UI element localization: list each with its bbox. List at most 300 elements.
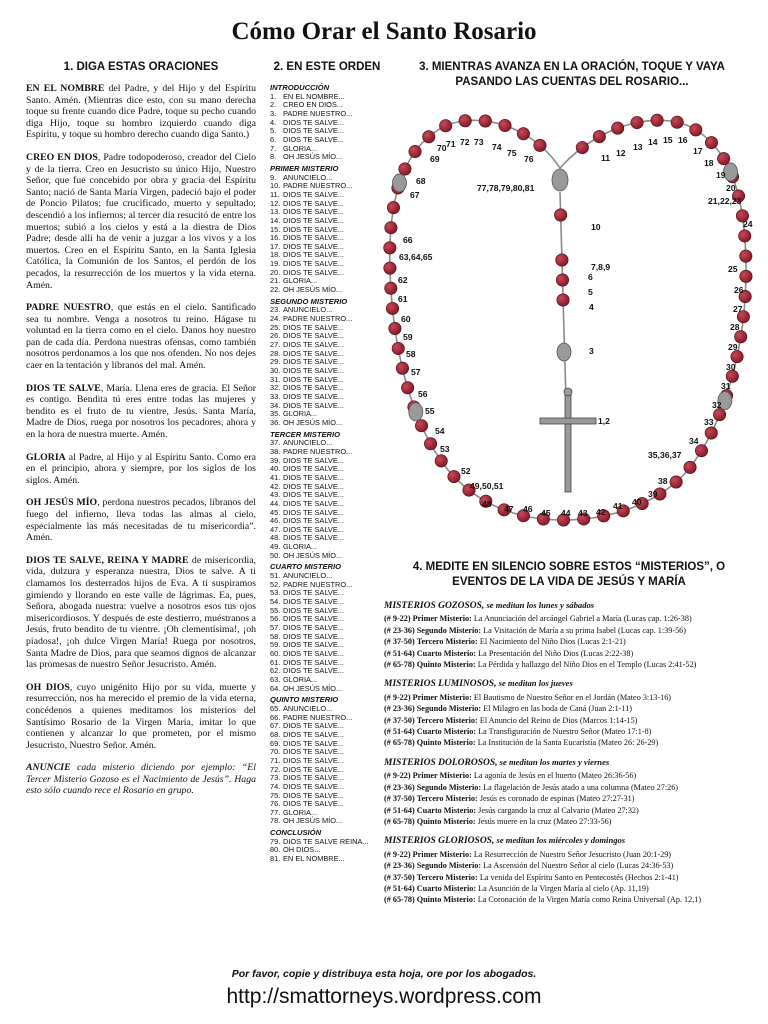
mystery-range: (# 23-36): [384, 625, 415, 635]
mystery-group-name: MISTERIOS GOZOSOS,: [384, 601, 485, 611]
rosary-bead: [479, 115, 491, 127]
prayer-paragraph: [26, 383, 256, 441]
bead-number-label: 13: [633, 142, 643, 152]
mystery-ordinal: Cuarto Misterio:: [416, 883, 477, 893]
order-item-text: DIOS TE SALVE...: [283, 348, 344, 358]
rosary-bead: [713, 408, 725, 420]
bead-number-label: 74: [492, 142, 502, 152]
order-item-text: GLORIA...: [283, 409, 318, 419]
rosary-bead: [576, 141, 588, 153]
mystery-range: (# 23-36): [384, 782, 415, 792]
order-item-text: DIOS TE SALVE...: [283, 490, 344, 500]
bead-number-label: 3: [589, 346, 594, 356]
prayer-text: , que estás en el cielo. Santificado sea tu nombre. Venga a nosotros tu reino. Hágase tu voluntad en la tierra como en el cielo. Danos hoy nuestro pan de cada día. Perdona nuestras ofensas, como también nosotros perdonamos a los que nos ofenden. No nos dejes caer en la tentación y líbranos del mal. Amén.: [26, 302, 256, 372]
mystery-ordinal: Quinto Misterio:: [416, 660, 476, 670]
mystery-range: (# 37-50): [384, 794, 415, 804]
bead-number-label: 58: [406, 349, 416, 359]
order-item-text: ANUNCIELO...: [283, 172, 333, 182]
order-item-number: 16.: [270, 233, 281, 243]
order-item-text: OH JESÚS MÍO...: [283, 550, 343, 560]
bead-number-label: 35,36,37: [648, 450, 682, 460]
order-item-number: 63.: [270, 674, 281, 684]
prayer-text: de misericordia, vida, dulzura y esperanza nuestra, Dios te salve. A ti clamamos los desterrados hijos de Eva. A ti suspiramos gimiendo y llorando en este valle de lágrimas. Ea, pues, Señora, abogada nuestra: vuelve a nosotros esos tus ojos misericordiosos. Y después de este destierro, muéstranos a Jesús, fruto bendito de tu vientre. ¡Oh clementísima!, ¡oh piadosa!, ¡oh dulce Virgen María! Ruega por nosotros, Santa Madre de Dios, para que seamos dignos de alcanzar las promesas de nuestro Señor Jesucristo. Amén.: [26, 554, 256, 671]
prayer-name: GLORIA: [26, 451, 66, 463]
bead-number-label: 57: [411, 367, 421, 377]
pendant-bead: [556, 274, 568, 286]
prayer-name: DIOS TE SALVE: [26, 382, 101, 394]
order-item-text: DIOS TE SALVE...: [283, 649, 344, 658]
bead-number-label: 39: [648, 489, 658, 499]
order-item-text: DIOS TE SALVE...: [283, 455, 344, 465]
center-medal: [552, 169, 568, 191]
rosary-bead: [740, 270, 752, 282]
prayers-column: [26, 83, 256, 808]
order-item-number: 75.: [270, 790, 281, 800]
order-item-number: 49.: [270, 542, 281, 552]
rosary-bead: [705, 427, 717, 439]
prayer-name: PADRE NUESTRO: [26, 302, 111, 314]
bead-number-label: 56: [418, 389, 428, 399]
mystery-description: La flagelación de Jesús atado a una columna (Mateo 27:26): [483, 782, 679, 792]
rosary-bead: [651, 114, 663, 126]
order-item-number: 67.: [270, 721, 281, 731]
order-section-title: CONCLUSIÓN: [270, 828, 322, 838]
order-item-number: 38.: [270, 446, 281, 456]
mystery-group-days: se meditan los martes y viernes: [497, 756, 610, 767]
order-item-number: 44.: [270, 498, 281, 508]
mystery-range: (# 23-36): [384, 861, 415, 871]
mystery-range: (# 37-50): [384, 715, 415, 725]
prayer-paragraph: [26, 152, 256, 291]
bead-number-label: 5: [588, 287, 593, 297]
crucifix-top: [564, 388, 572, 396]
bead-number-label: 19: [716, 170, 726, 180]
rosary-bead: [459, 115, 471, 127]
mystery-range: (# 65-78): [384, 895, 415, 905]
mystery-item: [384, 703, 756, 714]
prayer-name: CREO EN DIOS: [26, 151, 98, 163]
mystery-ordinal: Segundo Misterio:: [416, 704, 482, 714]
order-item-text: DIOS TE SALVE...: [283, 464, 344, 474]
mystery-description: La venida del Espíritu Santo en Pentecostés (Hechos 2:1-41): [479, 872, 679, 882]
pendant-bead: [556, 254, 568, 266]
rosary-bead: [499, 119, 511, 131]
order-item-text: PADRE NUESTRO...: [283, 108, 353, 118]
order-item-number: 50.: [270, 550, 281, 560]
order-item-text: DIOS TE SALVE...: [283, 233, 344, 243]
bead-number-label: 34: [689, 436, 699, 446]
rosary-bead: [631, 116, 643, 128]
mystery-group: [384, 678, 756, 748]
order-item-text: DIOS TE SALVE...: [283, 357, 344, 367]
order-item-text: PADRE NUESTRO...: [283, 712, 353, 722]
mystery-range: (# 9-22): [384, 849, 411, 859]
order-item-text: DIOS TE SALVE...: [283, 340, 344, 350]
order-item-number: 62.: [270, 666, 281, 676]
prayer-text: , María. Llena eres de gracia. El Señor es contigo. Bendita tú eres entre todas las mujeres y bendito es el fruto de tu vientre, Jesús. Santa María, Madre de Dios, ruega por nosotros los pecadores, ahora y en la hora de nuestra muerte. Amén.: [26, 382, 257, 441]
order-item-number: 72.: [270, 764, 281, 774]
prayer-text: al Padre, al Hijo y al Espíritu Santo. Como era en el principio, ahora y siempre, por los siglos de los siglos. Amén.: [26, 451, 256, 486]
bead-number-label: 69: [430, 154, 440, 164]
bead-number-label: 61: [398, 294, 408, 304]
mystery-item: [384, 872, 756, 883]
order-item-text: DIOS TE SALVE...: [283, 472, 344, 482]
order-item-number: 25.: [270, 322, 281, 332]
order-item-text: DIOS TE SALVE...: [283, 516, 344, 526]
bead-number-label: 60: [401, 314, 411, 324]
rosary-bead: [517, 128, 529, 140]
order-item-number: 78.: [270, 816, 281, 826]
order-item-text: OH JESÚS MÍO...: [283, 816, 343, 826]
bead-number-label: 27: [733, 304, 743, 314]
order-item-number: 32.: [270, 383, 281, 393]
bead-number-label: 21,22,23: [708, 196, 742, 206]
order-item-number: 9.: [270, 172, 277, 182]
order-item: [270, 552, 382, 561]
bead-number-label: 17: [693, 146, 703, 156]
order-item-number: 27.: [270, 340, 281, 350]
order-item-text: DIOS TE SALVE...: [283, 507, 344, 517]
order-item: [270, 817, 382, 826]
mystery-description: El Anuncio del Reino de Dios (Marcos 1:14-15): [479, 715, 638, 725]
bead-number-label: 6: [588, 272, 593, 282]
mystery-item: [384, 636, 756, 647]
order-item-text: GLORIA...: [283, 276, 318, 286]
order-item-number: 42.: [270, 481, 281, 491]
mystery-item: [384, 715, 756, 726]
mystery-description: La Coronación de la Virgen María como Reina Universal (Ap. 12,1): [477, 895, 702, 905]
mystery-item: [384, 883, 756, 894]
mystery-description: Jesús es coronado de espinas (Mateo 27:27-31): [479, 794, 635, 804]
order-item-number: 14.: [270, 215, 281, 225]
rosary-medal: [409, 403, 423, 421]
mystery-ordinal: Primer Misterio:: [412, 771, 472, 781]
order-item-text: OH JESÚS MÍO...: [283, 683, 343, 693]
mystery-description: El Milagro en las boda de Caná (Juan 2:1-11): [483, 704, 633, 714]
mystery-description: El Nacimiento del Niño Dios (Lucas 2:1-21): [479, 637, 626, 647]
order-item-number: 76.: [270, 799, 281, 809]
mystery-ordinal: Cuarto Misterio:: [416, 727, 477, 737]
bead-number-label: 75: [507, 148, 517, 158]
order-item-text: DIOS TE SALVE...: [283, 224, 344, 234]
order-item-number: 68.: [270, 729, 281, 739]
prayer-paragraph: [26, 555, 256, 671]
order-item-number: 11.: [270, 189, 280, 199]
order-item-number: 35.: [270, 409, 281, 419]
mystery-description: La Pérdida y hallazgo del Niño Dios en el Templo (Lucas 2:41-52): [477, 660, 697, 670]
order-item-text: OH JESÚS MÍO...: [283, 417, 343, 427]
order-item-text: DIOS TE SALVE...: [283, 640, 344, 650]
rosary-bead: [401, 382, 413, 394]
rosary-bead: [671, 116, 683, 128]
order-item-text: DIOS TE SALVE...: [283, 747, 344, 757]
bead-number-label: 7,8,9: [591, 262, 611, 272]
order-item-text: ANUNCIELO...: [283, 438, 333, 448]
order-item-number: 34.: [270, 400, 281, 410]
order-item-text: OH JESÚS MÍO...: [283, 152, 343, 162]
footer-url[interactable]: http://smattorneys.wordpress.com: [226, 985, 542, 1008]
order-item-text: DIOS TE SALVE...: [283, 773, 344, 783]
order-item: [270, 153, 382, 162]
order-item-number: 30.: [270, 366, 281, 375]
bead-number-label: 24: [743, 219, 753, 229]
mystery-item: [384, 860, 756, 871]
order-item-text: OH JESÚS MÍO...: [283, 285, 343, 295]
order-item-text: PADRE NUESTRO...: [283, 446, 353, 456]
order-item-number: 46.: [270, 516, 281, 526]
order-item-number: 64.: [270, 683, 281, 693]
section-heading-rosary: 3. MIENTRAS AVANZA EN LA ORACIÓN, TOQUE Y VAYA PASANDO LAS CUENTAS DEL ROSARIO...: [419, 61, 725, 88]
prayer-paragraph: [26, 452, 256, 487]
order-item-text: DIOS TE SALVE...: [283, 259, 344, 269]
rosary-bead: [385, 222, 397, 234]
order-item-text: DIOS TE SALVE...: [283, 331, 344, 341]
bead-number-label: 62: [398, 275, 408, 285]
bead-number-label: 45: [541, 508, 551, 518]
order-item-text: DIOS TE SALVE...: [283, 400, 344, 410]
mystery-range: (# 65-78): [384, 738, 415, 748]
order-item-text: DIOS TE SALVE...: [283, 533, 344, 543]
order-item-number: 81.: [270, 854, 281, 864]
order-item-number: 1.: [270, 91, 277, 101]
mystery-ordinal: Cuarto Misterio:: [416, 648, 477, 658]
order-item-number: 77.: [270, 807, 281, 817]
rosary-bead: [392, 342, 404, 354]
mystery-item: [384, 816, 756, 827]
mystery-item: [384, 805, 756, 816]
order-item-number: 18.: [270, 250, 281, 260]
section-heading-order: 2. EN ESTE ORDEN: [273, 61, 381, 73]
order-item-number: 60.: [270, 649, 281, 658]
order-item-text: DIOS TE SALVE...: [283, 391, 344, 401]
order-item-text: DIOS TE SALVE...: [283, 250, 344, 260]
rosary-bead: [739, 230, 751, 242]
bead-number-label: 28: [730, 322, 740, 332]
mystery-group-title: [384, 757, 756, 769]
order-item-text: DIOS TE SALVE...: [283, 764, 344, 774]
order-item-text: DIOS TE SALVE...: [283, 322, 344, 332]
order-item-text: DIOS TE SALVE...: [283, 614, 344, 624]
order-item-number: 57.: [270, 623, 281, 633]
order-item-text: GLORIA...: [283, 674, 318, 684]
order-item-number: 10.: [270, 181, 281, 191]
order-item-number: 28.: [270, 348, 281, 358]
order-item-text: GLORIA...: [283, 807, 318, 817]
bead-number-label: 26: [734, 285, 744, 295]
mystery-item: [384, 894, 756, 905]
order-item-number: 26.: [270, 331, 281, 341]
rosary-bead: [684, 461, 696, 473]
mystery-range: (# 51-64): [384, 805, 415, 815]
prayer-paragraph: [26, 682, 256, 752]
order-item-text: DIOS TE SALVE...: [283, 524, 344, 534]
order-item-number: 4.: [270, 117, 277, 127]
bead-number-label: 67: [410, 190, 420, 200]
prayer-text: , Padre todopoderoso, creador del Cielo y de la tierra. Creo en Jesucristo su único Hijo, Nuestro Señor, que fue concebido por obra y gracia del Espíritu Santo; nació de Santa María Virgen, padeció bajo el poder de Poncio Pilatos; fue crucificado, muerto y sepultado; descendió a los infiernos; al tercer día resucitó de entre los muertos; subió a los cielos y está a la diestra de Dios Padre; desde allí ha de venir a juzgar a los vivos y a los muertos. Creo en el Espíritu Santo, en la Santa Iglesia Católica, la Comunión de los Santos, el perdón de los pecados, la resurrección de los muertos y la vida eterna. Amén.: [26, 151, 257, 291]
order-item-number: 13.: [270, 207, 281, 217]
rosary-bead: [415, 419, 427, 431]
mystery-ordinal: Quinto Misterio:: [416, 738, 476, 748]
bead-number-label: 29: [728, 342, 738, 352]
order-item-text: PADRE NUESTRO...: [283, 314, 353, 324]
mystery-description: La Institución de la Santa Eucaristía (Mateo 26: 26-29): [477, 738, 659, 748]
order-item-number: 2.: [270, 100, 277, 110]
bead-number-label: 42: [596, 507, 606, 517]
mystery-description: La Visitación de María a su prima Isabel (Lucas cap. 1:39-56): [483, 625, 687, 635]
order-item-number: 48.: [270, 533, 281, 543]
mystery-item: [384, 613, 756, 624]
mystery-item: [384, 726, 756, 737]
order-item-number: 53.: [270, 588, 281, 598]
order-item-text: DIOS TE SALVE...: [283, 597, 344, 607]
order-item-number: 73.: [270, 773, 281, 783]
pendant-medal: [557, 343, 571, 361]
order-item-text: CREO EN DIOS...: [283, 100, 343, 110]
mystery-item: [384, 737, 756, 748]
mystery-range: (# 23-36): [384, 704, 415, 714]
rosary-bead: [717, 152, 729, 164]
order-item-text: GLORIA...: [283, 143, 318, 153]
mystery-ordinal: Tercero Misterio:: [416, 872, 478, 882]
order-item-number: 51.: [270, 571, 281, 581]
mystery-range: (# 9-22): [384, 692, 411, 702]
rosary-bead: [705, 136, 717, 148]
order-item-number: 6.: [270, 134, 277, 144]
mystery-group: [384, 757, 756, 827]
order-item-text: DIOS TE SALVE...: [283, 631, 344, 641]
bead-number-label: 55: [425, 406, 435, 416]
rosary-bead: [423, 131, 435, 143]
order-item-text: ANUNCIELO...: [283, 571, 333, 581]
order-item-text: DIOS TE SALVE...: [283, 738, 344, 748]
order-item-number: 3.: [270, 108, 277, 118]
order-item-text: PADRE NUESTRO...: [283, 181, 353, 191]
mystery-ordinal: Tercero Misterio:: [416, 637, 478, 647]
order-item-text: DIOS TE SALVE...: [283, 605, 344, 615]
mystery-description: Jesús muere en la cruz (Mateo 27:33-56): [477, 816, 612, 826]
order-item-text: PADRE NUESTRO...: [283, 579, 353, 589]
bead-number-label: 12: [616, 148, 626, 158]
rosary-bead: [695, 445, 707, 457]
rosary-bead: [385, 282, 397, 294]
order-item-number: 36.: [270, 417, 281, 427]
order-item-number: 55.: [270, 605, 281, 615]
order-item-text: DIOS TE SALVE...: [283, 790, 344, 800]
order-item-text: DIOS TE SALVE REINA...: [283, 836, 369, 846]
section-heading-mysteries: 4. MEDITE EN SILENCIO SOBRE ESTOS “MISTERIOS”, O EVENTOS DE LA VIDA DE JESÚS Y MARÍA: [412, 561, 726, 588]
rosary-bead: [424, 438, 436, 450]
crucifix-horizontal: [540, 418, 596, 424]
order-item: [270, 685, 382, 694]
order-item-text: DIOS TE SALVE...: [283, 383, 344, 393]
bead-number-label: 15: [663, 135, 673, 145]
crucifix-vertical: [565, 392, 571, 492]
rosary-bead: [387, 201, 399, 213]
mystery-item: [384, 692, 756, 703]
order-column: [270, 84, 382, 864]
order-item-number: 12.: [270, 198, 281, 208]
mystery-ordinal: Quinto Misterio:: [416, 816, 476, 826]
order-item-number: 52.: [270, 579, 281, 589]
order-item-text: DIOS TE SALVE...: [283, 721, 344, 731]
rosary-bead: [384, 242, 396, 254]
mystery-group-title: [384, 678, 756, 690]
prayer-text: cada misterio diciendo por ejemplo: “El Tercer Misterio Gozoso es el Nacimiento de Jesús”. Haga esto sólo cuando rece el Rosario en grupo.: [26, 762, 256, 797]
rosary-bead: [690, 124, 702, 136]
bead-number-label: 47: [504, 504, 514, 514]
order-item-number: 7.: [270, 143, 277, 153]
bead-number-label: 10: [591, 222, 601, 232]
mystery-item: [384, 849, 756, 860]
pendant-bead: [554, 209, 566, 221]
prayer-paragraph: [26, 302, 256, 372]
order-item-number: 66.: [270, 712, 281, 722]
mystery-item: [384, 659, 756, 670]
order-item-number: 22.: [270, 285, 281, 295]
order-item-text: DIOS TE SALVE...: [283, 207, 344, 217]
order-item-number: 41.: [270, 472, 281, 482]
order-item-text: DIOS TE SALVE...: [283, 241, 344, 251]
mystery-ordinal: Quinto Misterio:: [416, 895, 476, 905]
order-item-text: DIOS TE SALVE...: [283, 374, 344, 384]
mystery-ordinal: Tercero Misterio:: [416, 715, 478, 725]
mystery-group-name: MISTERIOS DOLOROSOS,: [384, 757, 498, 768]
bead-number-label: 31: [721, 381, 731, 391]
bead-number-label: 43: [578, 508, 588, 518]
order-section-title: QUINTO MISTERIO: [270, 695, 339, 705]
order-item-text: EN EL NOMBRE...: [283, 854, 345, 864]
order-item-number: 20.: [270, 267, 281, 277]
order-section-title: SEGUNDO MISTERIO: [270, 296, 348, 306]
mystery-group-days: se meditan los lunes y sábados: [484, 600, 595, 610]
bead-number-label: 63,64,65: [399, 252, 433, 262]
order-item-text: ANUNCIELO...: [283, 305, 333, 315]
mystery-group-title: [384, 600, 756, 612]
order-section-title: PRIMER MISTERIO: [270, 163, 339, 173]
order-item-number: 65.: [270, 703, 281, 713]
order-item-number: 79.: [270, 836, 281, 846]
mystery-group-days: se meditan los miércoles y domingos: [494, 835, 626, 846]
order-item-number: 40.: [270, 464, 281, 474]
order-item-number: 17.: [270, 241, 281, 251]
mystery-range: (# 37-50): [384, 637, 415, 647]
order-item-number: 69.: [270, 738, 281, 748]
prayer-text: del Padre, y del Hijo y del Espíritu Santo. Amén. (Mientras dice esto, con su mano derecha toque su frente cuando dice Padre, toque su pecho cuando diga Hijo, toque su hombro izquierdo cuando diga Espíritu, y toque su hombro derecho cuando diga Santo.): [26, 83, 256, 141]
mystery-description: La Anunciación del arcángel Gabriel a María (Lucas cap. 1:26-38): [473, 614, 692, 624]
mystery-description: La Presentación del Niño Dios (Lucas 2:22-38): [478, 648, 634, 658]
order-section-title: INTRODUCCIÓN: [270, 83, 330, 92]
order-item-text: DIOS TE SALVE...: [283, 755, 344, 765]
mystery-item: [384, 793, 756, 804]
order-item-number: 31.: [270, 374, 281, 384]
mystery-group-title: [384, 835, 756, 847]
order-item-number: 33.: [270, 391, 281, 401]
bead-number-label: 54: [435, 426, 445, 436]
order-item-text: EN EL NOMBRE...: [283, 91, 345, 101]
bead-number-label: 77,78,79,80,81: [477, 183, 535, 193]
bead-number-label: 48: [482, 499, 492, 509]
order-item-number: 24.: [270, 314, 281, 324]
order-item-text: DIOS TE SALVE...: [283, 189, 344, 199]
rosary-diagram: [378, 100, 758, 550]
order-item-number: 23.: [270, 305, 281, 315]
order-item-text: DIOS TE SALVE...: [283, 657, 344, 667]
mystery-range: (# 37-50): [384, 872, 415, 882]
order-item-text: DIOS TE SALVE...: [283, 781, 344, 791]
order-item-text: DIOS TE SALVE...: [283, 366, 344, 375]
mysteries-list: [384, 600, 756, 914]
order-item-number: 37.: [270, 438, 281, 448]
